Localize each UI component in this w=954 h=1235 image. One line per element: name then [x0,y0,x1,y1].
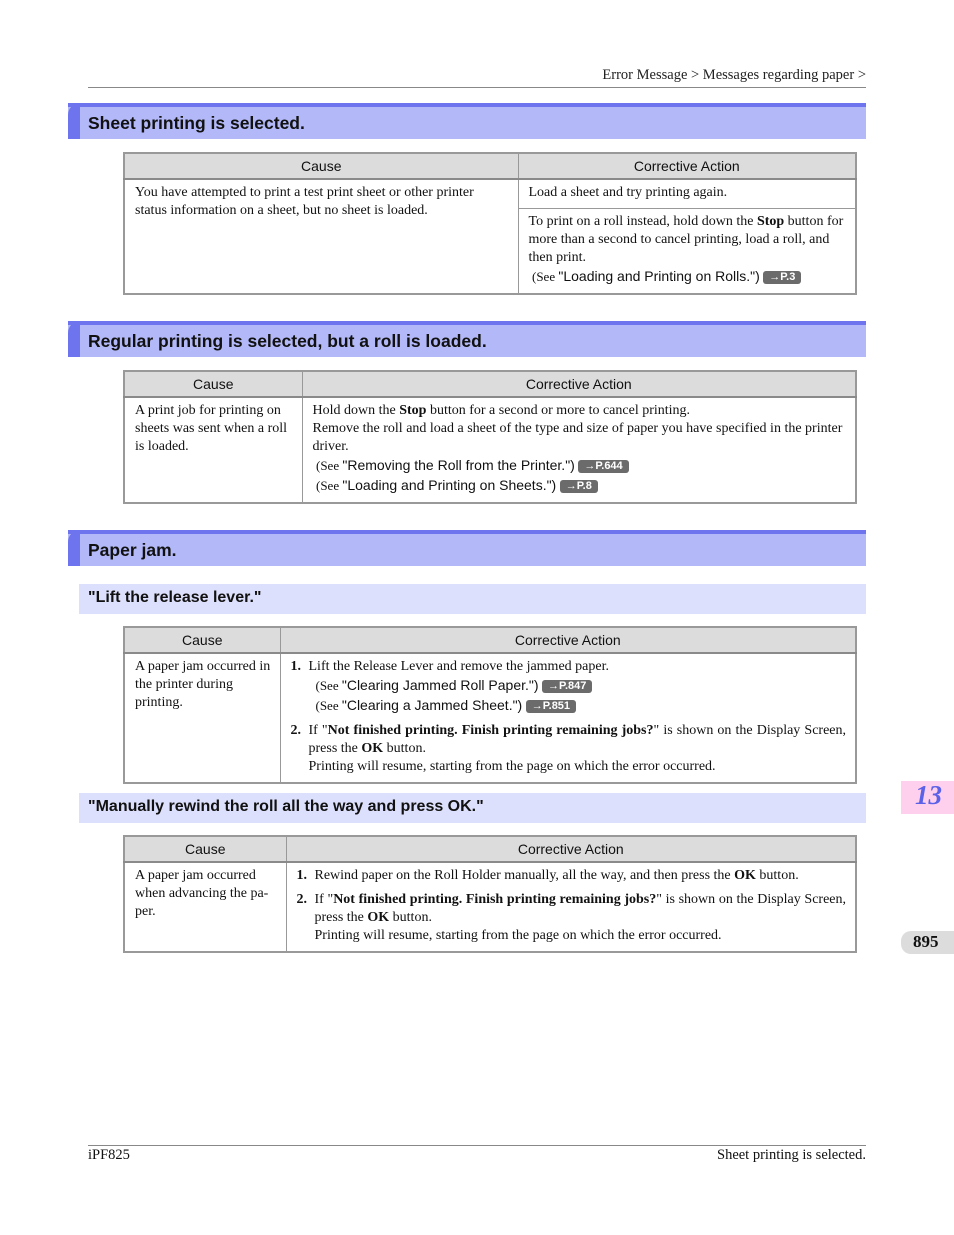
breadcrumb: Error Message > Messages regarding paper > [602,67,866,83]
cause-cell: You have attempted to print a test print sheet or other printer status information on a sheet, but no sheet is loaded. [124,179,518,294]
cause-cell: A print job for printing on sheets was sent when a roll is loaded. [124,397,302,503]
chapter-tab[interactable] [901,781,954,814]
table-regular-printing [123,370,857,504]
action-cell [280,653,856,783]
col-header-action: Corrective Action [518,153,856,179]
cause-cell: A paper jam occurred in the printer during printing. [124,653,280,783]
col-header-action: Corrective Action [280,627,856,653]
page-number-tab [901,931,954,954]
footer-rule [88,1145,866,1146]
step-2: 2. If "Not finished printing. Finish printing remaining jobs?" is shown on the Display Screen, press the OK button. Printing will resume, starting from the page on which the error occurred. [290,723,846,774]
page-link[interactable]: →P.8 [560,480,598,493]
table-sheet-printing [123,152,857,295]
step-1: 1. Lift the Release Lever and remove the jammed paper. (See "Clearing Jammed Roll Paper.") →P.847 (See "Clearing a Jammed Sheet.") →P.851 [290,659,609,713]
action-cell: Load a sheet and try printing again. [518,179,856,209]
cause-cell: A paper jam occurred when advancing the pa-per. [124,862,286,952]
page-link[interactable]: →P.644 [578,460,628,473]
header-rule [88,87,866,88]
section-title: Sheet printing is selected. [88,113,305,133]
section-heading-regular-printing [68,321,866,357]
subheading-title: "Manually rewind the roll all the way and press OK." [88,798,484,815]
section-heading-sheet-printing [68,103,866,139]
see-reference: (See "Loading and Printing on Rolls.") →P.3 [529,270,802,285]
action-cell: Hold down the Stop button for a second or more to cancel printing. Remove the roll and load a sheet of the type and size of paper you have specified in the printer driver. (See "Removing the Roll from the Printer.") →P.644 (See "Loading and Printing on Sheets.") →P.8 [302,397,856,503]
col-header-cause: Cause [124,836,286,862]
col-header-cause: Cause [124,371,302,397]
col-header-action: Corrective Action [302,371,856,397]
step-2: 2. If "Not finished printing. Finish printing remaining jobs?" is shown on the Display Screen, press the OK button. Printing will resume, starting from the page on which the error occurred. [296,892,846,943]
action-cell: To print on a roll instead, hold down the Stop button for more than a second to cancel printing, load a roll, and then print. (See "Loading and Printing on Rolls.") →P.3 [518,209,856,295]
subheading-lift-release-lever [79,584,866,614]
section-title: Regular printing is selected, but a roll is loaded. [88,331,487,351]
action-cell [286,862,856,952]
table-lift-release-lever [123,626,857,784]
step-1: 1. Rewind paper on the Roll Holder manually, all the way, and then press the OK button. [296,868,799,883]
col-header-action: Corrective Action [286,836,856,862]
footer-topic: Sheet printing is selected. [717,1147,866,1163]
see-reference: (See "Clearing Jammed Roll Paper.") →P.847 [309,679,593,694]
page-link[interactable]: →P.3 [763,271,801,284]
page-number: 895 [913,932,939,951]
footer-model: iPF825 [88,1147,130,1163]
col-header-cause: Cause [124,153,518,179]
subheading-manually-rewind [79,793,866,823]
section-title: Paper jam. [88,540,177,560]
see-reference: (See "Removing the Roll from the Printer.") →P.644 [313,459,629,474]
subheading-title: "Lift the release lever." [88,589,262,606]
see-reference: (See "Loading and Printing on Sheets.") →P.8 [313,479,598,494]
chapter-number: 13 [915,780,942,810]
see-reference: (See "Clearing a Jammed Sheet.") →P.851 [309,699,577,714]
page-link[interactable]: →P.851 [526,700,576,713]
page-link[interactable]: →P.847 [542,680,592,693]
col-header-cause: Cause [124,627,280,653]
table-manually-rewind [123,835,857,953]
section-heading-paper-jam [68,530,866,566]
